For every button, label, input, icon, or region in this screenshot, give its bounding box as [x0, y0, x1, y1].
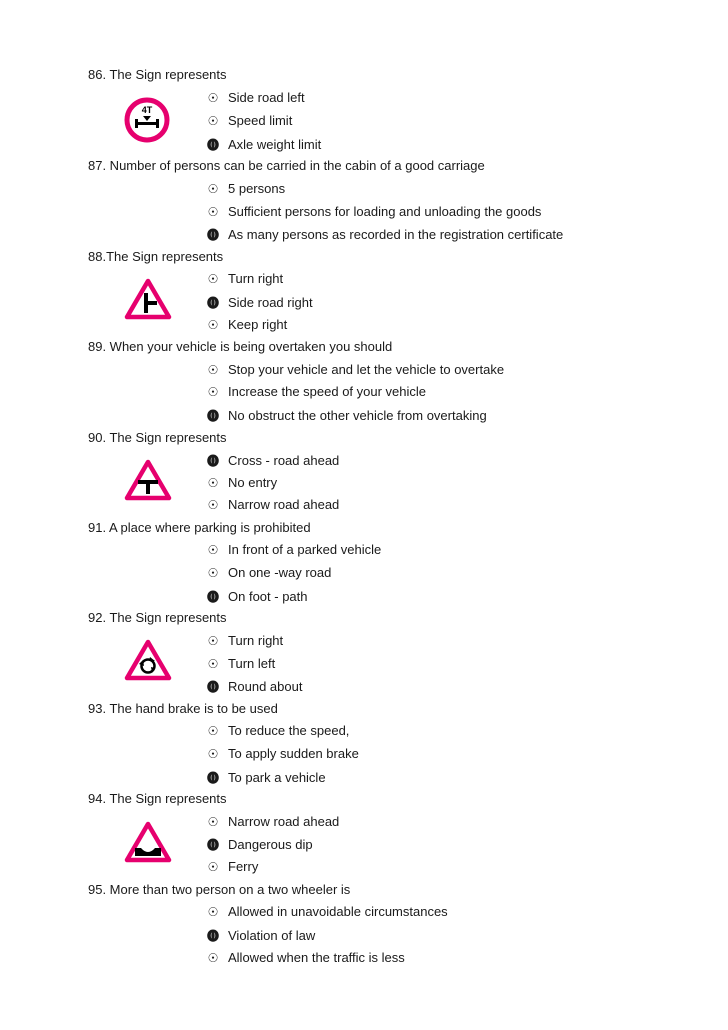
correct-answer-icon: ⓿ [206, 138, 219, 152]
q88-option-3[interactable]: ☉ Keep right [207, 317, 288, 332]
correct-answer-icon: ⓿ [206, 929, 219, 943]
correct-answer-icon: ⓿ [206, 771, 219, 785]
question-86-text: 86. The Sign represents [88, 67, 227, 82]
sign-weight-label: 4T [141, 105, 153, 115]
radio-bullet-icon: ☉ [207, 476, 219, 490]
q88-option-2[interactable]: ⓿ Side road right [206, 295, 313, 310]
radio-bullet-icon: ☉ [207, 747, 219, 761]
question-87-text: 87. Number of persons can be carried in the cabin of a good carriage [88, 158, 485, 173]
q87-option-1[interactable]: ☉ 5 persons [207, 181, 286, 196]
axle-weight-limit-sign [124, 97, 170, 143]
radio-bullet-icon: ☉ [207, 385, 219, 399]
q94-option-1[interactable]: ☉ Narrow road ahead [207, 814, 340, 829]
correct-answer-icon: ⓿ [206, 590, 219, 604]
q91-option-1[interactable]: ☉ In front of a parked vehicle [207, 542, 382, 557]
question-91-text: 91. A place where parking is prohibited [88, 520, 311, 535]
q86-option-1[interactable]: ☉ Side road left [207, 90, 305, 105]
side-road-right-sign [124, 277, 172, 321]
radio-bullet-icon: ☉ [207, 182, 219, 196]
q93-option-2[interactable]: ☉ To apply sudden brake [207, 746, 359, 761]
radio-bullet-icon: ☉ [207, 543, 219, 557]
radio-bullet-icon: ☉ [207, 566, 219, 580]
question-93-text: 93. The hand brake is to be used [88, 701, 278, 716]
question-94-text: 94. The Sign represents [88, 791, 227, 806]
q95-option-1[interactable]: ☉ Allowed in unavoidable circumstances [207, 904, 448, 919]
q90-option-2[interactable]: ☉ No entry [207, 475, 278, 490]
q91-option-2[interactable]: ☉ On one -way road [207, 565, 332, 580]
q92-option-2[interactable]: ☉ Turn left [207, 656, 276, 671]
q94-option-3[interactable]: ☉ Ferry [207, 859, 259, 874]
radio-bullet-icon: ☉ [207, 363, 219, 377]
q88-option-1[interactable]: ☉ Turn right [207, 271, 284, 286]
correct-answer-icon: ⓿ [206, 296, 219, 310]
q91-option-3[interactable]: ⓿ On foot - path [206, 589, 308, 604]
correct-answer-icon: ⓿ [206, 838, 219, 852]
question-95-text: 95. More than two person on a two wheeler is [88, 882, 351, 897]
q92-option-1[interactable]: ☉ Turn right [207, 633, 284, 648]
q89-option-1[interactable]: ☉ Stop your vehicle and let the vehicle to overtake [207, 362, 505, 377]
q87-option-3[interactable]: ⓿ As many persons as recorded in the registration certificate [206, 227, 564, 242]
radio-bullet-icon: ☉ [207, 498, 219, 512]
radio-bullet-icon: ☉ [207, 860, 219, 874]
q89-option-3[interactable]: ⓿ No obstruct the other vehicle from overtaking [206, 408, 487, 423]
question-88-text: 88.The Sign represents [88, 249, 224, 264]
dangerous-dip-sign [124, 820, 172, 864]
roundabout-sign [124, 638, 172, 682]
radio-bullet-icon: ☉ [207, 657, 219, 671]
question-89-text: 89. When your vehicle is being overtaken you should [88, 339, 393, 354]
radio-bullet-icon: ☉ [207, 951, 219, 965]
radio-bullet-icon: ☉ [207, 905, 219, 919]
q95-option-2[interactable]: ⓿ Violation of law [206, 928, 316, 943]
radio-bullet-icon: ☉ [207, 205, 219, 219]
q86-option-2[interactable]: ☉ Speed limit [207, 113, 293, 128]
q93-option-3[interactable]: ⓿ To park a vehicle [206, 770, 326, 785]
correct-answer-icon: ⓿ [206, 228, 219, 242]
question-92-text: 92. The Sign represents [88, 610, 227, 625]
q95-option-3[interactable]: ☉ Allowed when the traffic is less [207, 950, 405, 965]
radio-bullet-icon: ☉ [207, 91, 219, 105]
q90-option-1[interactable]: ⓿ Cross - road ahead [206, 453, 340, 468]
radio-bullet-icon: ☉ [207, 634, 219, 648]
radio-bullet-icon: ☉ [207, 318, 219, 332]
radio-bullet-icon: ☉ [207, 114, 219, 128]
q90-option-3[interactable]: ☉ Narrow road ahead [207, 497, 340, 512]
t-junction-sign [124, 458, 172, 502]
q89-option-2[interactable]: ☉ Increase the speed of your vehicle [207, 384, 427, 399]
q94-option-2[interactable]: ⓿ Dangerous dip [206, 837, 313, 852]
correct-answer-icon: ⓿ [206, 409, 219, 423]
radio-bullet-icon: ☉ [207, 815, 219, 829]
question-90-text: 90. The Sign represents [88, 430, 227, 445]
correct-answer-icon: ⓿ [206, 454, 219, 468]
q87-option-2[interactable]: ☉ Sufficient persons for loading and unloading the goods [207, 204, 542, 219]
radio-bullet-icon: ☉ [207, 272, 219, 286]
q86-option-3[interactable]: ⓿ Axle weight limit [206, 137, 322, 152]
q92-option-3[interactable]: ⓿ Round about [206, 679, 303, 694]
correct-answer-icon: ⓿ [206, 680, 219, 694]
radio-bullet-icon: ☉ [207, 724, 219, 738]
q93-option-1[interactable]: ☉ To reduce the speed, [207, 723, 350, 738]
